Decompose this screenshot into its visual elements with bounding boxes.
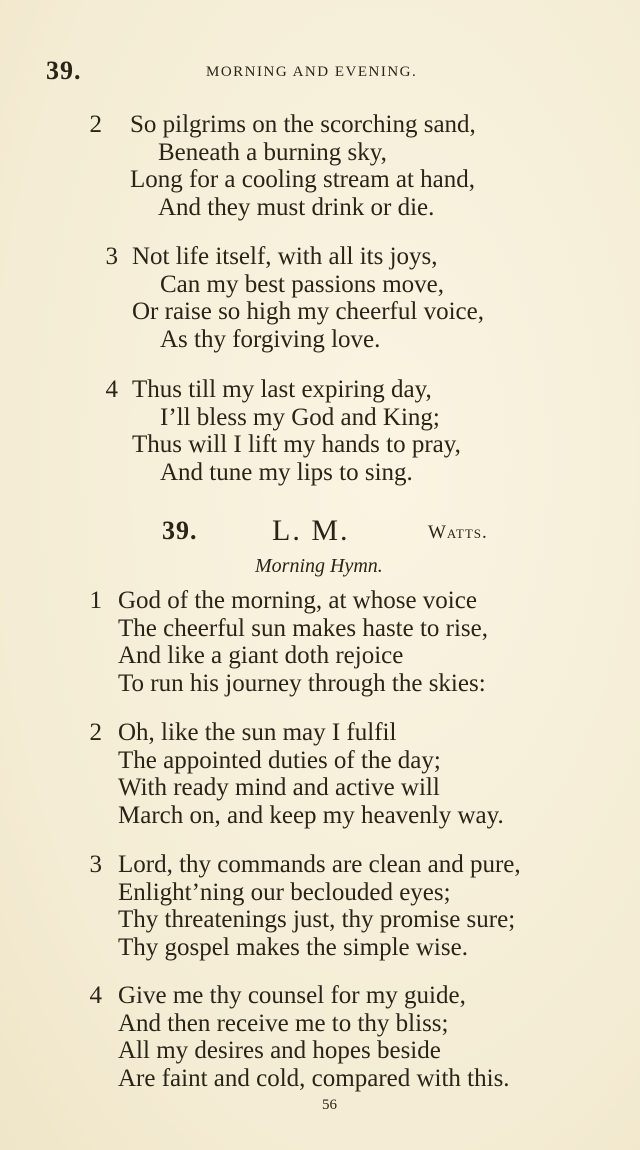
- verse-line: Thy threatenings just, thy promise sure;: [118, 906, 516, 933]
- hymn-subtitle: Morning Hymn.: [255, 555, 383, 577]
- verse-line: And tune my lips to sing.: [160, 458, 413, 486]
- verse-line: And then receive me to thy bliss;: [118, 1009, 449, 1037]
- hymn-heading: [162, 514, 562, 548]
- verse-line: All my desires and hopes beside: [118, 1037, 441, 1064]
- stanza-number: 1: [89, 587, 102, 614]
- verse-line: Are faint and cold, compared with this.: [118, 1064, 510, 1092]
- verse-line: Thus till my last expiring day,: [132, 376, 432, 403]
- verse-line: March on, and keep my heavenly way.: [118, 801, 504, 829]
- stanza-number: 4: [105, 376, 118, 403]
- stanza-number: 2: [89, 719, 102, 746]
- hymn-meter: L. M.: [272, 514, 350, 547]
- verse-line: The cheerful sun makes haste to rise,: [118, 614, 489, 642]
- page-number: 56: [322, 1097, 337, 1113]
- verse-line: Enlight’ning our beclouded eyes;: [118, 878, 451, 906]
- verse-line: God of the morning, at whose voice: [118, 587, 477, 614]
- verse-line: Thus will I lift my hands to pray,: [132, 431, 461, 458]
- verse-line: So pilgrims on the scorching sand,: [130, 111, 476, 138]
- running-title: MORNING AND EVENING.: [206, 64, 418, 80]
- hymn-author: Watts.: [428, 522, 488, 543]
- verse-line: Beneath a burning sky,: [158, 138, 387, 166]
- verse-line: Not life itself, with all its joys,: [132, 243, 438, 270]
- verse-line: Can my best passions move,: [160, 270, 445, 298]
- verse-line: Long for a cooling stream at hand,: [130, 166, 476, 193]
- verse-line: And they must drink or die.: [158, 193, 435, 221]
- verse-line: The appointed duties of the day;: [118, 746, 441, 774]
- verse-line: Give me thy counsel for my guide,: [118, 982, 466, 1009]
- verse-line: Oh, like the sun may I fulfil: [118, 719, 397, 746]
- verse-line: Lord, thy commands are clean and pure,: [118, 851, 521, 878]
- verse-line: To run his journey through the skies:: [118, 669, 486, 697]
- verse-line: As thy forgiving love.: [160, 325, 381, 353]
- page-header: [46, 56, 606, 86]
- hymn-number: 39.: [162, 516, 198, 545]
- verse-line: I’ll bless my God and King;: [160, 403, 440, 431]
- verse-line: And like a giant doth rejoice: [118, 642, 404, 669]
- verse-line: Thy gospel makes the simple wise.: [118, 933, 468, 961]
- stanza-number: 3: [105, 243, 118, 270]
- header-hymn-number: 39.: [46, 56, 82, 85]
- stanza-number: 3: [89, 851, 102, 878]
- verse-line: With ready mind and active will: [118, 774, 440, 801]
- stanza-number: 4: [89, 982, 102, 1009]
- verse-line: Or raise so high my cheerful voice,: [132, 298, 484, 325]
- stanza-number: 2: [89, 111, 102, 138]
